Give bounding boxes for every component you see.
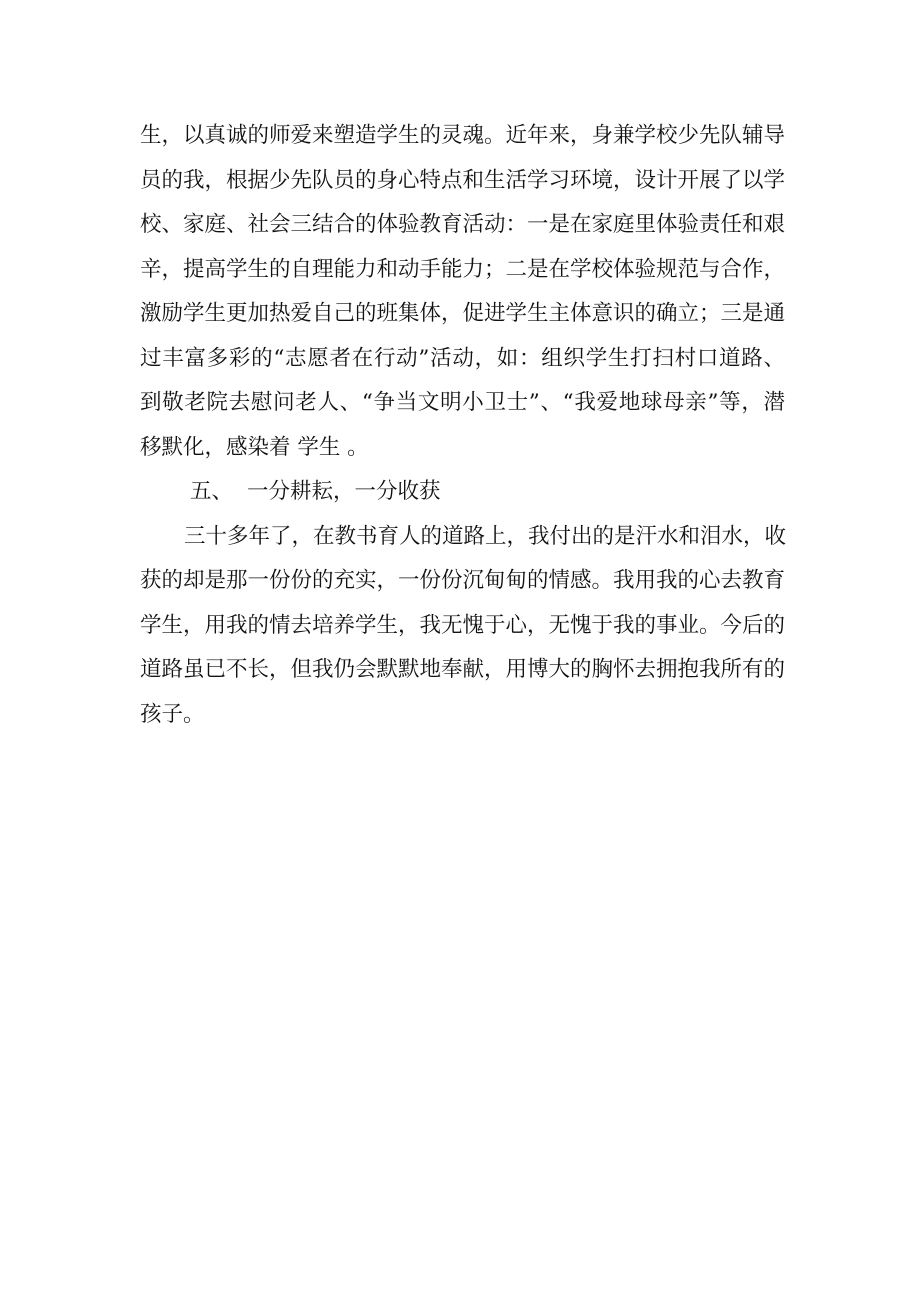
paragraph-line: 学生，用我的情去培养学生，我无愧于心，无愧于我的事业。今后的: [140, 612, 786, 638]
section-number: 五、: [190, 479, 234, 504]
paragraph-line: 过丰富多彩的“志愿者在行动”活动，如：组织学生打扫村口道路、: [140, 345, 785, 371]
paragraph-line: 孩子。: [140, 701, 205, 727]
paragraph-line: 获的却是那一份份的充实，一份份沉甸甸的情感。我用我的心去教育: [140, 568, 786, 593]
paragraph-line: 生，以真诚的师爱来塑造学生的灵魂。近年来，身兼学校少先队辅导: [140, 123, 786, 148]
document-body: [140, 114, 785, 737]
paragraph-line: 辛，提高学生的自理能力和动手能力；二是在学校体验规范与合作，: [140, 256, 786, 282]
section-title: 一分耕耘，一分收获: [247, 479, 441, 504]
paragraph-line: 移默化，感染着 学生 。: [140, 434, 369, 460]
paragraph-activities: [140, 114, 785, 470]
paragraph-line: 道路虽已不长，但我仍会默默地奉献，用博大的胸怀去拥抱我所有的: [140, 657, 786, 682]
paragraph-line: 到敬老院去慰问老人、“争当文明小卫士”、“我爱地球母亲”等，潜: [140, 390, 785, 415]
paragraph-line: 员的我，根据少先队员的身心特点和生活学习环境，设计开展了以学: [140, 167, 786, 193]
paragraph-line: 校、家庭、社会三结合的体验教育活动：一是在家庭里体验责任和艰: [140, 212, 786, 237]
paragraph-line: 激励学生更加热爱自己的班集体，促进学生主体意识的确立；三是通: [140, 301, 786, 326]
paragraph-conclusion: [140, 515, 785, 738]
section-heading: [140, 470, 785, 515]
paragraph-line: 三十多年了，在教书育人的道路上，我付出的是汗水和泪水，收: [184, 523, 787, 549]
